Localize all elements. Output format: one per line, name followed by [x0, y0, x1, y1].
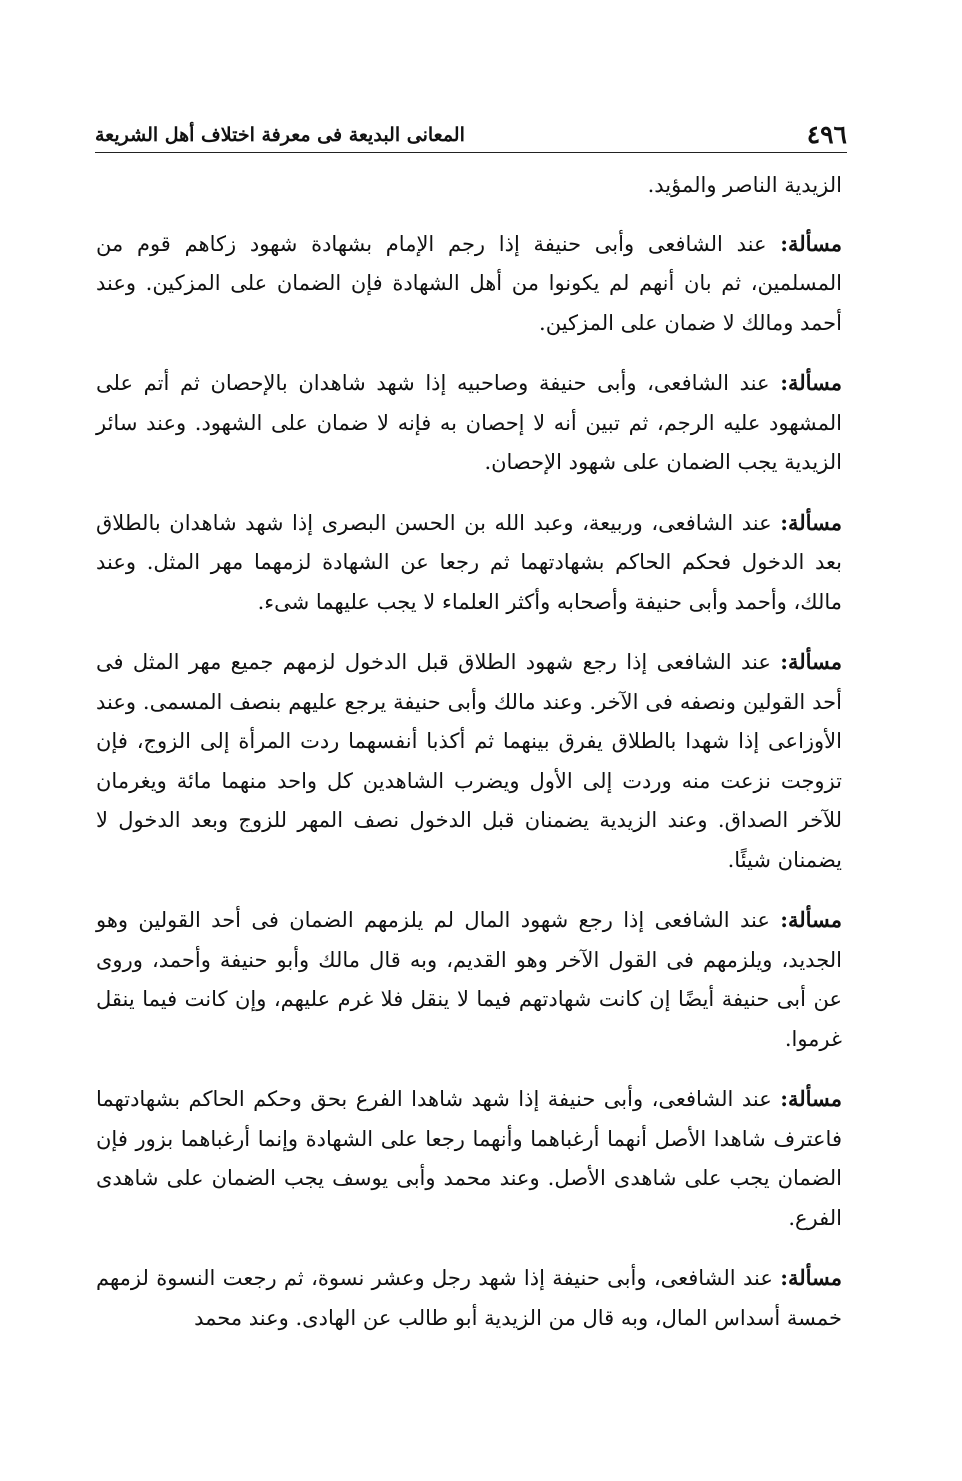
- masala-label: مسألة:: [780, 230, 842, 256]
- paragraph-text: عند الشافعى، وربيعة، وعبد الله بن الحسن البصرى إذا شهد شاهدان بالطلاق بعد الدخول فحكم الحاكم بشهادتهما ثم رجعا عن الشهادة لزمهما مهر المثل. وعند مالك، وأحمد وأبى حنيفة وأصحابه وأكثر العلماء لا يجب عليهما شىء.: [96, 510, 842, 614]
- paragraph-text: عند الشافعى إذا رجع شهود الطلاق قبل الدخول لزمهم جميع مهر المثل فى أحد القولين ونصفه فى الآخر. وعند مالك وأبى حنيفة يرجع عليهم بنصف المسمى. وعند الأوزاعى إذا شهدا بالطلاق يفرق بينهما ثم أكذبا أنفسهما ردت المرأة إلى الزوج، فإن تزوجت نزعت منه وردت إلى الأول ويضرب الشاهدين كل واحد منهما مائة ويغرمان للآخر الصداق. وعند الزيدية يضمنان قبل الدخول نصف المهر للزوج وبعد الدخول لا يضمنان شيئًا.: [96, 650, 842, 872]
- masala-label: مسألة:: [780, 1265, 842, 1290]
- page-number: ٤٩٦: [806, 120, 847, 149]
- masala-label: مسألة:: [780, 509, 842, 535]
- paragraph-continuation: [96, 166, 842, 206]
- masala-label: مسألة:: [780, 649, 842, 674]
- paragraph-text: الزيدية الناصر والمؤيد.: [647, 173, 842, 197]
- paragraph-masala: [96, 900, 842, 1059]
- masala-label: مسألة:: [780, 370, 842, 395]
- paragraph-masala: [96, 642, 842, 880]
- paragraph-masala: [96, 1258, 842, 1338]
- paragraph-masala: [96, 503, 842, 623]
- paragraph-masala: [96, 363, 842, 483]
- paragraph-text: عند الشافعى، وأبى حنيفة وصاحبيه إذا شهد شاهدان بالإحصان ثم أتم على المشهود عليه الرجم، ثم تبين أنه لا إحصان به فإنه لا ضمان على الشهود. وعند سائر الزيدية يجب الضمان على شهود الإحصان.: [96, 371, 842, 474]
- running-header-title: المعانى البديعة فى معرفة اختلاف أهل الشريعة: [95, 124, 465, 146]
- masala-label: مسألة:: [780, 907, 842, 932]
- paragraph-masala: [96, 224, 842, 344]
- header-rule: [95, 152, 847, 153]
- masala-label: مسألة:: [780, 1086, 842, 1111]
- paragraph-masala: [96, 1079, 842, 1238]
- body-text: [96, 166, 842, 1358]
- paragraph-text: عند الشافعى، وأبى حنيفة إذا شهد رجل وعشر نسوة، ثم رجعت النسوة لزمهم خمسة أسداس المال، وبه قال من الزيدية أبو طالب عن الهادى. وعند محمد: [96, 1266, 842, 1330]
- running-header: [95, 118, 847, 152]
- paragraph-text: عند الشافعى وأبى حنيفة إذا رجم الإمام بشهادة شهود زكاهم قوم من المسلمين، ثم بان أنهم لم يكونوا من أهل الشهادة فإن الضمان على المزكين. وعند أحمد ومالك لا ضمان على المزكين.: [96, 231, 842, 335]
- paragraph-text: عند الشافعى، وأبى حنيفة إذا شهد شاهدا الفرع بحق وحكم الحاكم بشهادتهما فاعترف شاهدا الأصل أنهما أرغباهما وأنهما رجعا على الشهادة وإنما أرغباهما بزور فإن الضمان يجب على شاهدى الأصل. وعند محمد وأبى يوسف يجب الضمان على شاهدى الفرع.: [96, 1087, 842, 1230]
- paragraph-text: عند الشافعى إذا رجع شهود المال لم يلزمهم الضمان فى أحد القولين وهو الجديد، ويلزمهم فى القول الآخر وهو القديم، وبه قال مالك وأبو حنيفة وأحمد، وروى عن أبى حنيفة أيضًا إن كانت شهادتهم فيما لا ينقل فلا غرم عليهم، وإن كانت فيما ينقل غرموا.: [96, 908, 842, 1051]
